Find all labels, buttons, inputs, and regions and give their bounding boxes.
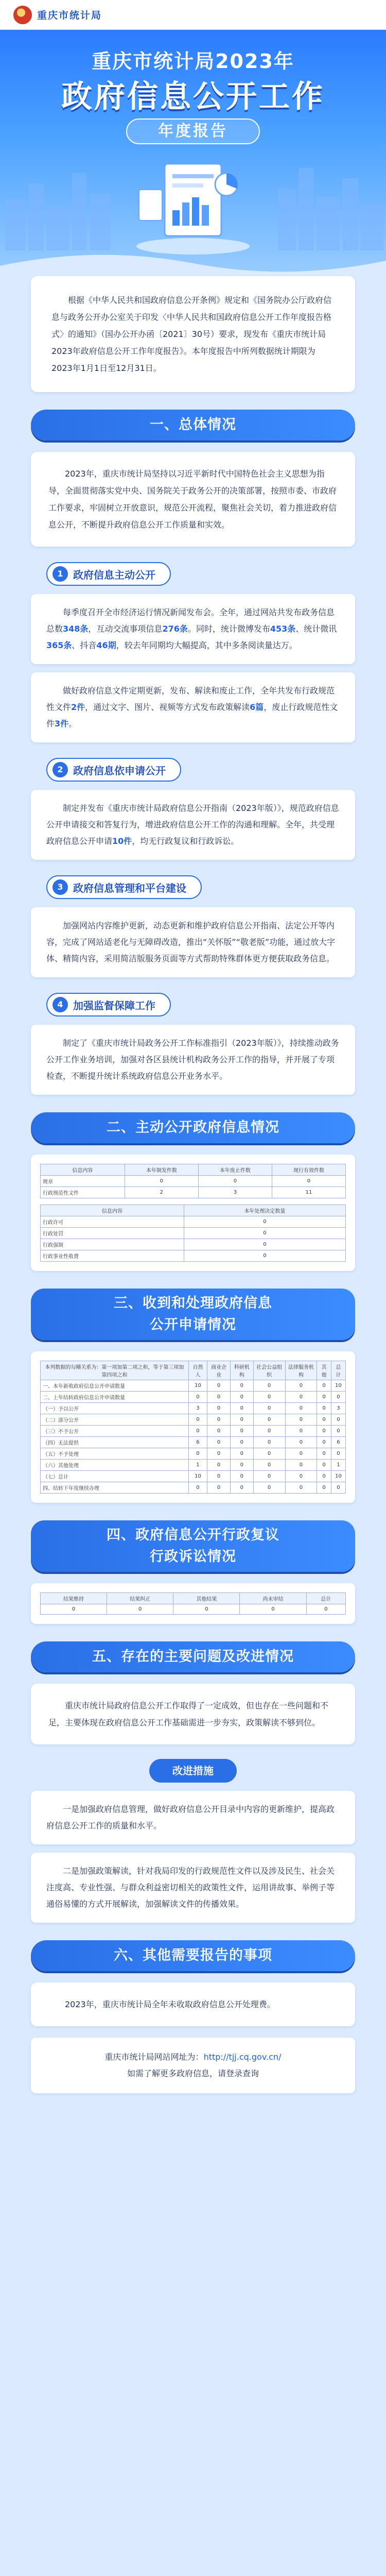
applications-table-card — [31, 1351, 355, 1503]
table-cell: 0 — [230, 1460, 253, 1471]
problems-text: 重庆市统计局政府信息公开工作取得了一定成效，但也存在一些问题和不足，主要体现在政府信息公开工作基础需进一步夯实，政策解读不够到位。 — [48, 1701, 329, 1727]
problems-card — [31, 1684, 355, 1744]
highlight-number: 10件 — [112, 836, 132, 846]
table-cell: 0 — [230, 1403, 253, 1414]
subsection-title — [46, 875, 202, 899]
footer-card — [31, 2038, 355, 2093]
table-cell: 0 — [285, 1380, 317, 1392]
subsection-text — [46, 800, 340, 850]
table-row — [41, 1448, 346, 1460]
table-header-cell: 结果纠正 — [107, 1593, 173, 1604]
table-row — [41, 1216, 346, 1228]
table-cell: （四）无法提供 — [41, 1437, 189, 1448]
measure-1-text: 一是加强政府信息管理，做好政府信息公开目录中内容的更新维护，提高政府信息公开工作的质量和水平。 — [46, 1804, 335, 1831]
table-cell: 0 — [230, 1392, 253, 1403]
table-cell: 0 — [253, 1392, 285, 1403]
table-cell: 0 — [173, 1604, 240, 1615]
other-matters-card — [31, 1982, 355, 2026]
table-cell: 0 — [230, 1471, 253, 1482]
table-cell: 0 — [253, 1426, 285, 1437]
footer-url-prefix: 重庆市统计局网站网址为： — [104, 2052, 204, 2062]
table-header-cell: 结果维持 — [41, 1593, 107, 1604]
table-cell: 0 — [253, 1414, 285, 1426]
table-cell: 0 — [188, 1392, 207, 1403]
table-cell: 0 — [253, 1437, 285, 1448]
table-cell: 0 — [207, 1392, 231, 1403]
table-cell: 行政处罚 — [41, 1228, 184, 1239]
table-cell: 0 — [41, 1604, 107, 1615]
table-header-cell: 社会公益组织 — [253, 1361, 285, 1380]
text-fragment: ，互动交流事项信息 — [88, 624, 163, 634]
subsection-title — [46, 993, 171, 1016]
subsection-card — [31, 1025, 355, 1095]
proactive-disclosure-table-card — [31, 1155, 355, 1271]
table-cell: （三）不予公开 — [41, 1426, 189, 1437]
subsection-title — [46, 758, 181, 782]
highlight-number: 365条 — [46, 640, 72, 650]
table-cell: 0 — [317, 1426, 331, 1437]
hero-banner — [0, 30, 386, 286]
table-cell: 0 — [317, 1392, 331, 1403]
table-cell: 0 — [331, 1448, 345, 1460]
section-4-title-line2: 行政诉讼情况 — [150, 1549, 236, 1565]
text-fragment: 制定了《重庆市统计局政务公开工作标准指引（2023年版）》，持续推动政务公开工作业务培训，加强对各区县统计机构政务公开工作的指导，并开展了专项检查，不断提升统计系统政府信息公开业务水平。 — [46, 1038, 339, 1081]
intro-card — [31, 276, 355, 392]
subsections — [0, 547, 386, 1095]
table-cell: 0 — [207, 1380, 231, 1392]
intro-text: 根据《中华人民共和国政府信息公开条例》规定和《国务院办公厅政府信息与政务公开办公室关于印发〈中华人民共和国政府信息公开工作年度报告格式〉的通知》（国办公开办函〔2021〕30号）要求，现发布《重庆市统计局2023年政府信息公开工作年度报告》。本年度报告中所列数据统计期限为2023年1月1日至12月31日。 — [51, 295, 332, 373]
section-2-title: 二、主动公开政府信息情况 — [31, 1112, 355, 1143]
table-cell: 1 — [188, 1460, 207, 1471]
table-cell: 0 — [253, 1460, 285, 1471]
table-cell: 0 — [285, 1482, 317, 1494]
table-cell: 0 — [240, 1604, 306, 1615]
text-fragment: ，均无行政复议和行政诉讼。 — [132, 836, 239, 846]
subsection-card — [31, 907, 355, 977]
table-cell: 0 — [317, 1482, 331, 1494]
highlight-number: 453条 — [270, 624, 296, 634]
table-cell: 0 — [198, 1176, 272, 1187]
table-row — [41, 1437, 346, 1448]
table-cell: 0 — [188, 1414, 207, 1426]
table-row — [41, 1228, 346, 1239]
table-cell: 0 — [253, 1471, 285, 1482]
table-header-cell: 其他 — [317, 1361, 331, 1380]
table-cell: 0 — [272, 1176, 345, 1187]
table-cell: 0 — [230, 1482, 253, 1494]
table-cell: 行政规范性文件 — [41, 1187, 125, 1198]
text-fragment: ，废止行政规范性文件 — [46, 702, 338, 728]
table-cell: 行政强制 — [41, 1239, 184, 1250]
table-cell: 0 — [317, 1460, 331, 1471]
table-cell: 0 — [317, 1414, 331, 1426]
table-cell: 0 — [285, 1448, 317, 1460]
table-cell: 0 — [207, 1448, 231, 1460]
table-row — [41, 1403, 346, 1414]
section-4-title-line1: 四、政府信息公开行政复议 — [107, 1527, 279, 1543]
text-fragment: ，通过文字、图片、视频等方式发布政策解读 — [85, 702, 250, 712]
subsection-number: 4 — [52, 997, 68, 1012]
table-cell: 0 — [253, 1482, 285, 1494]
applications-table — [40, 1361, 346, 1494]
table-cell: 0 — [207, 1414, 231, 1426]
table-header-cell: 其他结果 — [173, 1593, 240, 1604]
report-document-icon — [129, 154, 257, 257]
table-cell: 3 — [331, 1403, 345, 1414]
table-cell: 0 — [230, 1380, 253, 1392]
table-cell: 0 — [285, 1437, 317, 1448]
table-cell: 0 — [125, 1176, 198, 1187]
table-row — [41, 1460, 346, 1471]
text-fragment: 、抖音 — [72, 640, 97, 650]
table-cell: 0 — [331, 1414, 345, 1426]
table-cell: （六）其他处理 — [41, 1460, 189, 1471]
table-cell: 3 — [198, 1187, 272, 1198]
hero-tag: 年度报告 — [126, 118, 260, 144]
highlight-number: 276条 — [162, 624, 188, 634]
subsection-text — [46, 604, 340, 654]
subsection-number: 1 — [52, 566, 68, 582]
table-cell: （七）总计 — [41, 1471, 189, 1482]
table-cell: 0 — [331, 1426, 345, 1437]
subsection-card — [31, 672, 355, 742]
table-cell: 0 — [207, 1471, 231, 1482]
table-cell: 0 — [253, 1403, 285, 1414]
table-cell: 0 — [207, 1426, 231, 1437]
table-header-cell: 科研机构 — [230, 1361, 253, 1380]
table-cell: 0 — [306, 1604, 345, 1615]
table-cell: （二）部分公开 — [41, 1414, 189, 1426]
table-cell: 0 — [207, 1482, 231, 1494]
table-row — [41, 1482, 346, 1494]
website-link[interactable]: http://tjj.cq.gov.cn/ — [203, 2052, 282, 2062]
table-cell: 0 — [207, 1460, 231, 1471]
table-cell: 行政事业性收费 — [41, 1250, 184, 1262]
table-cell: 0 — [317, 1437, 331, 1448]
text-fragment: 。同时，统计微博发布 — [187, 624, 270, 634]
measure-2-card — [31, 1853, 355, 1923]
table-cell: 0 — [184, 1239, 345, 1250]
table-cell: （五）不予处理 — [41, 1448, 189, 1460]
highlight-number: 348条 — [63, 624, 89, 634]
table-cell: 0 — [285, 1460, 317, 1471]
text-fragment: 每季度召开全市经济运行情况新闻发布会。全年，通过网站共发布政务信息总数 — [46, 607, 335, 634]
subsection-title-text: 政府信息依申请公开 — [73, 764, 166, 777]
hero-title-line2: 政府信息公开工作 — [61, 79, 325, 115]
subsection-title-text: 政府信息主动公开 — [73, 568, 155, 581]
table-cell: 0 — [230, 1437, 253, 1448]
table-header-cell: 商业企业 — [207, 1361, 231, 1380]
table-cell: 0 — [317, 1380, 331, 1392]
table-cell: 0 — [184, 1250, 345, 1262]
table-cell: 四、结转下年度继续办理 — [41, 1482, 189, 1494]
overview-text: 2023年，重庆市统计局坚持以习近平新时代中国特色社会主义思想为指导，全面贯彻落实党中央、国务院关于政务公开的决策部署，按照市委、市政府工作要求，牢固树立开放意识，规范公开流程，聚焦社会关切，着力推进政府信息公开，不断提升政府信息公开工作质量和实效。 — [48, 469, 337, 530]
table-cell: 6 — [331, 1437, 345, 1448]
table-cell: 10 — [331, 1380, 345, 1392]
table-header-cell: 信息内容 — [41, 1205, 184, 1216]
table-cell: 0 — [207, 1437, 231, 1448]
table-header-cell: 自然人 — [188, 1361, 207, 1380]
table-cell: 0 — [107, 1604, 173, 1615]
footer-line1 — [46, 2049, 340, 2065]
table-cell: 行政许可 — [41, 1216, 184, 1228]
table-header-cell: 总计 — [306, 1593, 345, 1604]
text-fragment: 制定并发布《重庆市统计局政府信息公开指南（2023年版）》，规范政府信息公开申请接交和答复行为，增进政府信息公开工作的沟通和理解。全年，共受理政府信息公开申请 — [46, 803, 339, 846]
table-cell: 0 — [331, 1482, 345, 1494]
highlight-number: 3件 — [55, 719, 69, 728]
table-cell: 0 — [317, 1448, 331, 1460]
table-row — [41, 1426, 346, 1437]
table-cell: 6 — [188, 1437, 207, 1448]
highlight-number: 6篇 — [250, 702, 264, 712]
table-cell: 0 — [317, 1403, 331, 1414]
table-cell: 3 — [188, 1403, 207, 1414]
table-cell: 10 — [331, 1471, 345, 1482]
section-3-title-line2: 公开申请情况 — [150, 1317, 236, 1333]
text-fragment: 。 — [68, 719, 77, 728]
subsection-title-text: 政府信息管理和平台建设 — [73, 882, 186, 894]
table-row — [41, 1176, 346, 1187]
table-cell: 0 — [253, 1380, 285, 1392]
table-cell: 0 — [230, 1426, 253, 1437]
improvement-tag: 改进措施 — [149, 1759, 237, 1783]
highlight-number: 46期 — [96, 640, 116, 650]
table-header-cell: 现行有效件数 — [272, 1164, 345, 1176]
section-1-title: 一、总体情况 — [31, 410, 355, 440]
review-litigation-table-card — [31, 1583, 355, 1624]
table-cell: 0 — [285, 1426, 317, 1437]
overview-card — [31, 452, 355, 547]
subsection-text — [46, 918, 340, 967]
subsection-number: 2 — [52, 762, 68, 777]
text-fragment: 做好政府信息文件定期更新，发布、解读和废止工作，全年共发布行政规范性文件 — [46, 686, 335, 712]
section-3-title — [31, 1289, 355, 1340]
table-header-cell: 法律服务机构 — [285, 1361, 317, 1380]
table-header-cell: 本年制发件数 — [125, 1164, 198, 1176]
section-3-title-line1: 三、收到和处理政府信息 — [114, 1295, 272, 1311]
table-row — [41, 1471, 346, 1482]
subsection-title-text: 加强监督保障工作 — [73, 999, 155, 1012]
table-cell: 0 — [331, 1392, 345, 1403]
hero-title-line1: 重庆市统计局2023年 — [92, 50, 294, 73]
table-cell: 0 — [253, 1448, 285, 1460]
section-6-title: 六、其他需要报告的事项 — [31, 1940, 355, 1971]
subsection-card — [31, 594, 355, 664]
table-cell: 二、上年结转政府信息公开申请数量 — [41, 1392, 189, 1403]
table-cell: 0 — [188, 1426, 207, 1437]
table-header-cell: 本年废止件数 — [198, 1164, 272, 1176]
table-header-cell: 信息内容 — [41, 1164, 125, 1176]
regulation-table — [40, 1164, 346, 1198]
section-5-title: 五、存在的主要问题及改进情况 — [31, 1641, 355, 1672]
text-fragment: 加强网站内容维护更新，动态更新和维护政府信息公开指南、法定公开等内容，完成了网站适老化与无障碍改造，推出“关怀版”“敬老版”功能，通过放大字体、精简内容，采用简洁版服务页面等方式帮助特殊群体更方便获取政务信息。 — [46, 921, 336, 963]
table-cell: 0 — [207, 1403, 231, 1414]
subsection-text — [46, 683, 340, 732]
table-cell: 0 — [285, 1392, 317, 1403]
table-row — [41, 1250, 346, 1262]
table-cell: 0 — [285, 1414, 317, 1426]
subsection-number: 3 — [52, 879, 68, 895]
table-row — [41, 1414, 346, 1426]
table-cell: 2 — [125, 1187, 198, 1198]
section-4-title — [31, 1520, 355, 1572]
table-header-cell: 本列数据的勾稽关系为：第一项加第二项之和，等于第三项加第四项之和 — [41, 1361, 189, 1380]
table-row — [41, 1380, 346, 1392]
table-cell: 10 — [188, 1380, 207, 1392]
subsection-title — [46, 562, 171, 586]
site-name[interactable]: 重庆市统计局 — [37, 10, 102, 21]
table-header-cell: 尚未审结 — [240, 1593, 306, 1604]
table-cell: 规章 — [41, 1176, 125, 1187]
table-cell: 11 — [272, 1187, 345, 1198]
table-cell: 0 — [285, 1403, 317, 1414]
table-row — [41, 1392, 346, 1403]
text-fragment: 、统计微讯 — [295, 624, 337, 634]
table-cell: （一）予以公开 — [41, 1403, 189, 1414]
table-cell: 0 — [230, 1448, 253, 1460]
table-cell: 0 — [188, 1448, 207, 1460]
measure-1-card — [31, 1791, 355, 1844]
table-header-cell: 总计 — [331, 1361, 345, 1380]
table-cell: 0 — [184, 1228, 345, 1239]
table-cell: 0 — [317, 1471, 331, 1482]
top-bar — [0, 0, 386, 30]
table-cell: 0 — [184, 1216, 345, 1228]
table-cell: 0 — [188, 1482, 207, 1494]
administrative-action-table — [40, 1205, 346, 1262]
other-matters-text: 2023年，重庆市统计局全年未收取政府信息公开处理费。 — [65, 1999, 275, 2009]
table-cell: 1 — [331, 1460, 345, 1471]
review-litigation-table — [40, 1592, 346, 1615]
text-fragment: ，较去年同期均大幅提高，其中多条阅读量达万。 — [116, 640, 297, 650]
subsection-card — [31, 790, 355, 860]
table-cell: 一、本年新收政府信息公开申请数量 — [41, 1380, 189, 1392]
footer-line2: 如需了解更多政府信息，请登录查询 — [127, 2069, 259, 2078]
subsection-text — [46, 1035, 340, 1084]
table-row — [41, 1239, 346, 1250]
table-cell: 0 — [230, 1414, 253, 1426]
measure-2-text: 二是加强政策解读，针对我局印发的行政规范性文件以及涉及民生、社会关注度高、专业性强、与群众利益密切相关的政策性文件，运用讲故事、举例子等通俗易懂的方式开展解读，加强解读文件的传播效果。 — [46, 1866, 335, 1909]
table-cell: 0 — [285, 1471, 317, 1482]
table-row — [41, 1187, 346, 1198]
table-header-cell: 本年处理决定数量 — [184, 1205, 345, 1216]
highlight-number: 2件 — [71, 702, 85, 712]
emblem-icon — [13, 6, 32, 24]
table-cell: 10 — [188, 1471, 207, 1482]
